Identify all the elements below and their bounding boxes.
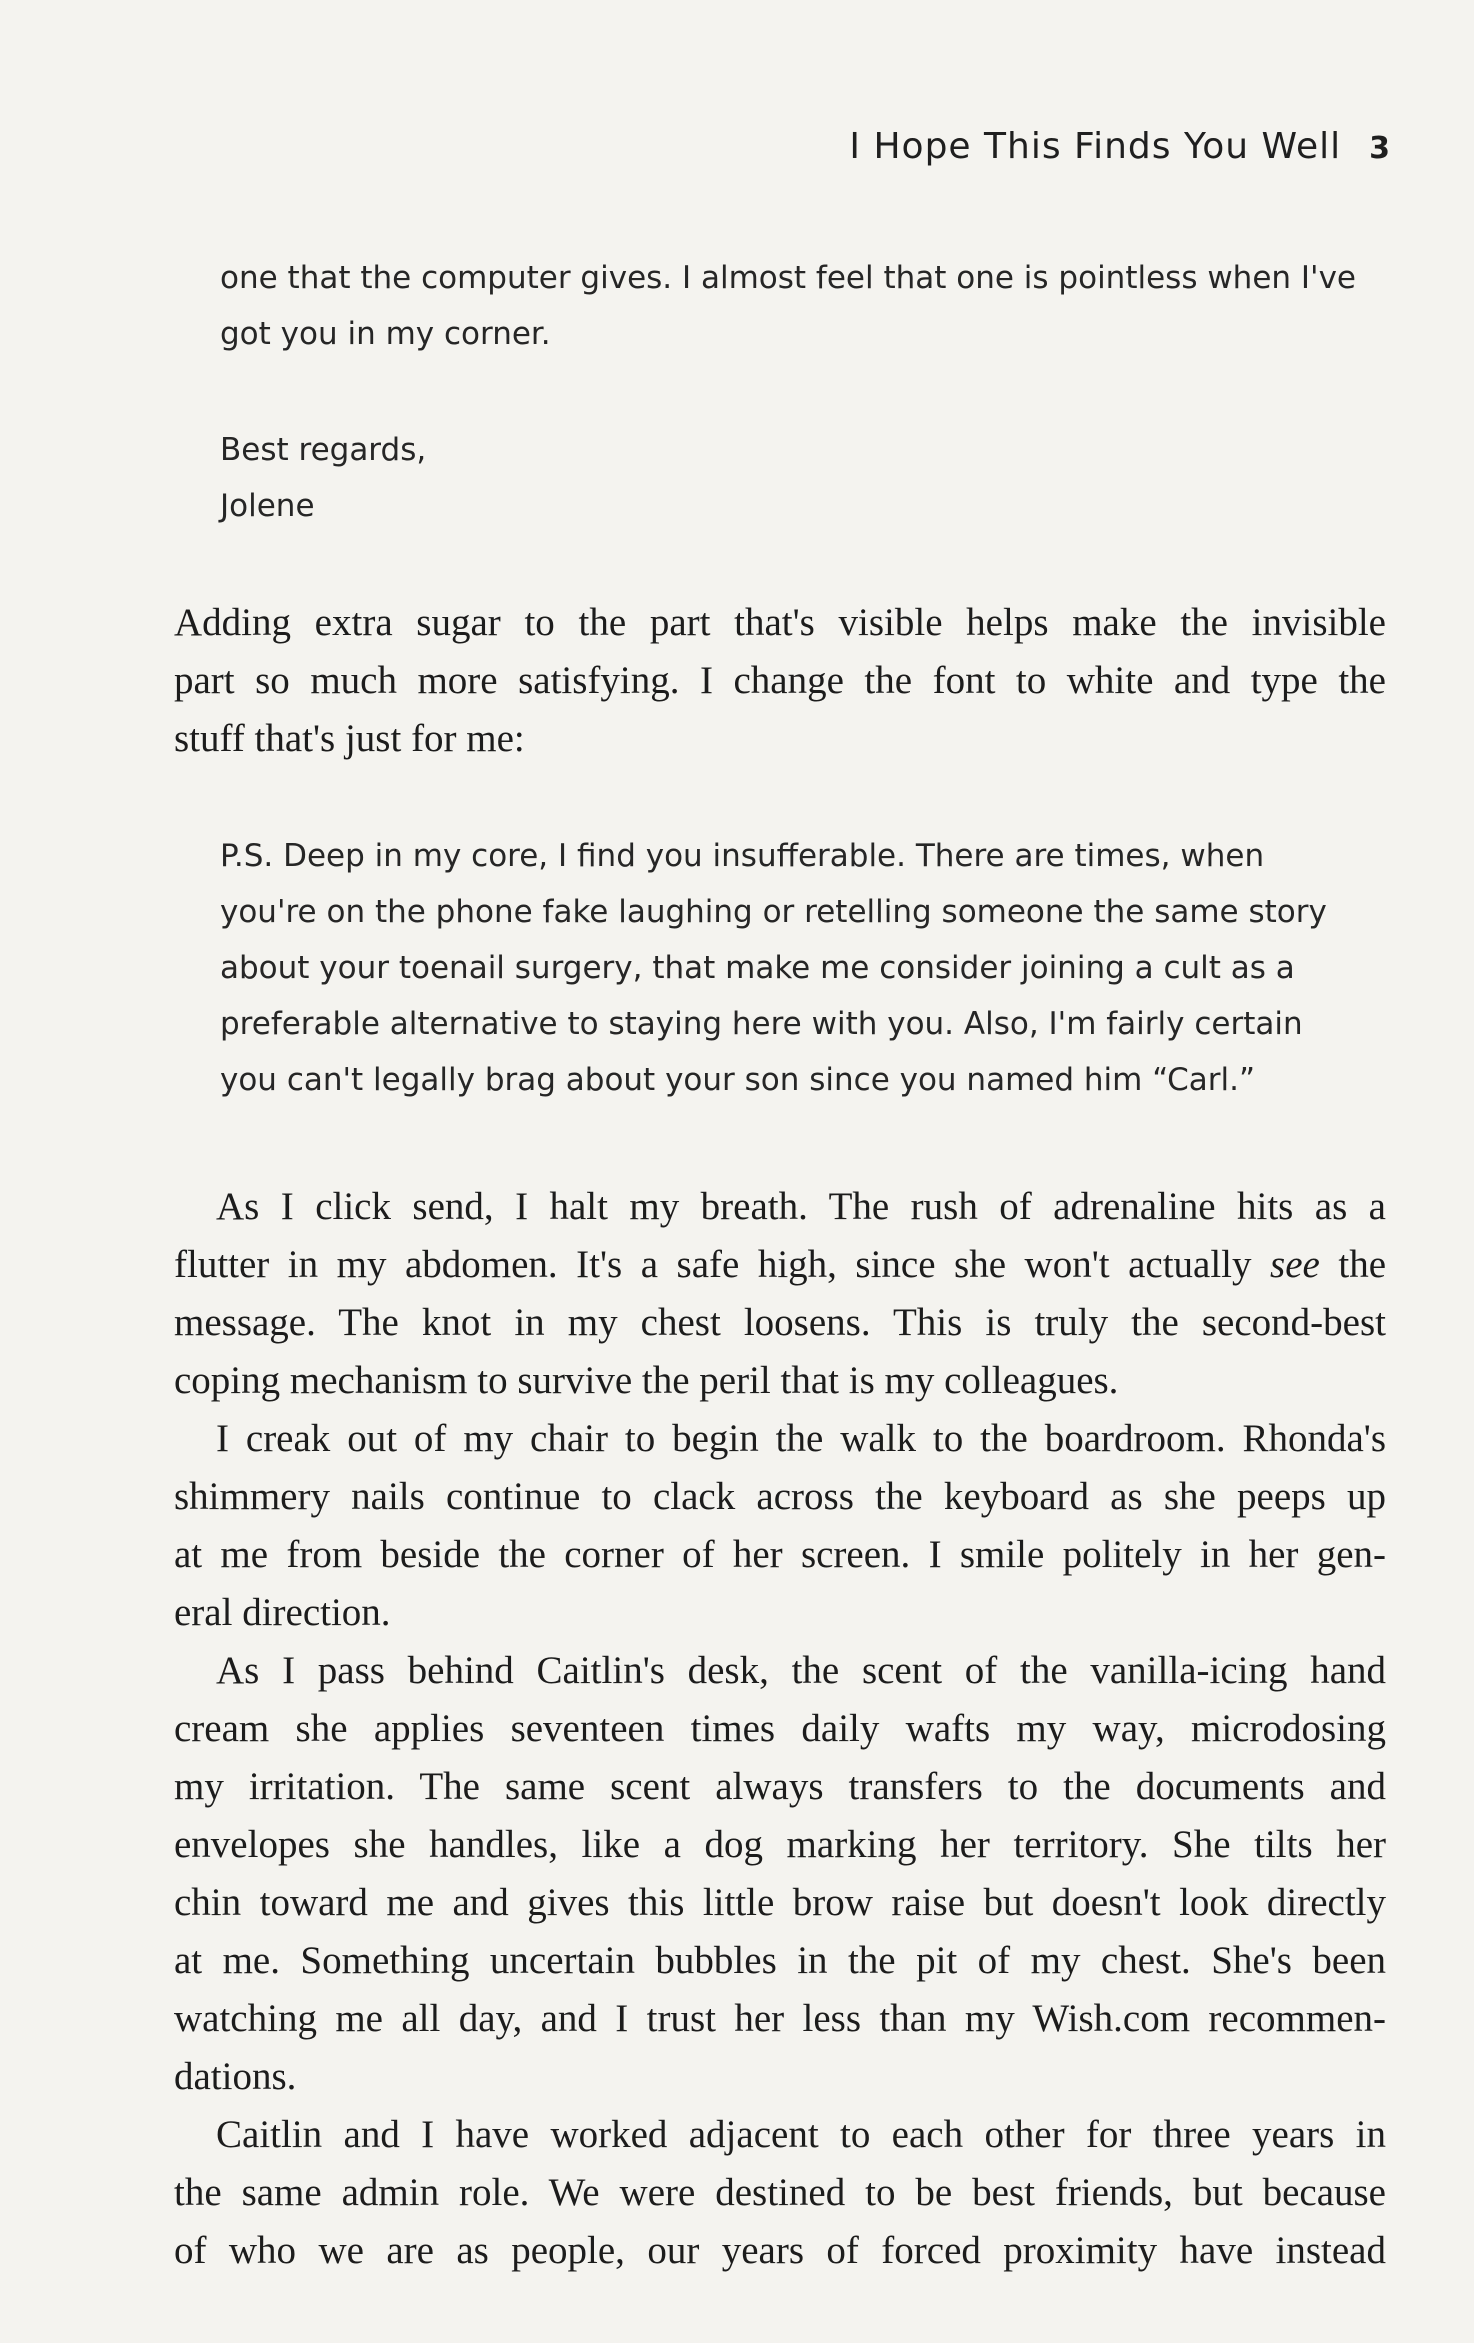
- paragraph-line: As I pass behind Caitlin's desk, the scent of the vanilla-icing hand: [216, 1649, 1386, 1692]
- paragraph-line: the same admin role. We were destined to be best friends, but because: [174, 2171, 1386, 2214]
- postscript-line: you can't legally brag about your son since you named him “Carl.”: [220, 1062, 1256, 1098]
- paragraph-line: As I click send, I halt my breath. The rush of adrenaline hits as a: [216, 1185, 1386, 1228]
- paragraph-line: at me from beside the corner of her screen. I smile politely in her gen-: [174, 1533, 1386, 1576]
- paragraph-line: part so much more satisfying. I change the font to white and type the: [174, 659, 1386, 702]
- email-postscript: [220, 828, 1380, 1108]
- paragraph-line: at me. Something uncertain bubbles in the pit of my chest. She's been: [174, 1939, 1386, 1982]
- paragraph-line: chin toward me and gives this little brow raise but doesn't look directly: [174, 1881, 1386, 1924]
- paragraph-line: [174, 1236, 1386, 1294]
- paragraph-line: coping mechanism to survive the peril that is my colleagues.: [174, 1359, 1119, 1402]
- line-text: the: [1338, 1243, 1387, 1286]
- paragraph-line: of who we are as people, our years of forced proximity have instead: [174, 2229, 1386, 2272]
- paragraph-line: watching me all day, and I trust her less than my Wish.com recommen-: [174, 1997, 1386, 2040]
- paragraph-line: Caitlin and I have worked adjacent to each other for three years in: [216, 2113, 1386, 2156]
- paragraph-line: I creak out of my chair to begin the walk to the boardroom. Rhonda's: [216, 1417, 1386, 1460]
- emphasized-word: see: [1270, 1243, 1320, 1286]
- email-line: got you in my corner.: [220, 316, 551, 352]
- postscript-line: you're on the phone fake laughing or retelling someone the same story: [220, 894, 1327, 930]
- narrative-paragraph: [174, 594, 1386, 768]
- signature-name: Jolene: [220, 488, 315, 524]
- page-number: 3: [1369, 131, 1390, 166]
- paragraph-line: message. The knot in my chest loosens. This is truly the second-best: [174, 1301, 1386, 1344]
- paragraph-line: my irritation. The same scent always transfers to the documents and: [174, 1765, 1386, 1808]
- running-head-title: I Hope This Finds You Well: [849, 126, 1342, 167]
- narrative-section: [174, 1178, 1386, 2280]
- running-head: [849, 126, 1390, 167]
- line-text: flutter in my abdomen. It's a safe high, since she won't actually: [174, 1243, 1252, 1286]
- paragraph-line: Adding extra sugar to the part that's visible helps make the invisible: [174, 601, 1386, 644]
- email-body-continuation: [220, 250, 1380, 362]
- postscript-line: preferable alternative to staying here with you. Also, I'm fairly certain: [220, 1006, 1303, 1042]
- email-line: one that the computer gives. I almost feel that one is pointless when I've: [220, 260, 1356, 296]
- sign-off-line: Best regards,: [220, 432, 427, 468]
- paragraph-line: stuff that's just for me:: [174, 717, 525, 760]
- postscript-line: about your toenail surgery, that make me consider joining a cult as a: [220, 950, 1295, 986]
- postscript-line: P.S. Deep in my core, I find you insufferable. There are times, when: [220, 838, 1265, 874]
- paragraph-line: cream she applies seventeen times daily wafts my way, microdosing: [174, 1707, 1386, 1750]
- paragraph-line: shimmery nails continue to clack across the keyboard as she peeps up: [174, 1475, 1386, 1518]
- email-sign-off: [220, 422, 1380, 534]
- paragraph-line: eral direction.: [174, 1591, 391, 1634]
- paragraph-line: envelopes she handles, like a dog marking her territory. She tilts her: [174, 1823, 1386, 1866]
- paragraph-line: dations.: [174, 2055, 297, 2098]
